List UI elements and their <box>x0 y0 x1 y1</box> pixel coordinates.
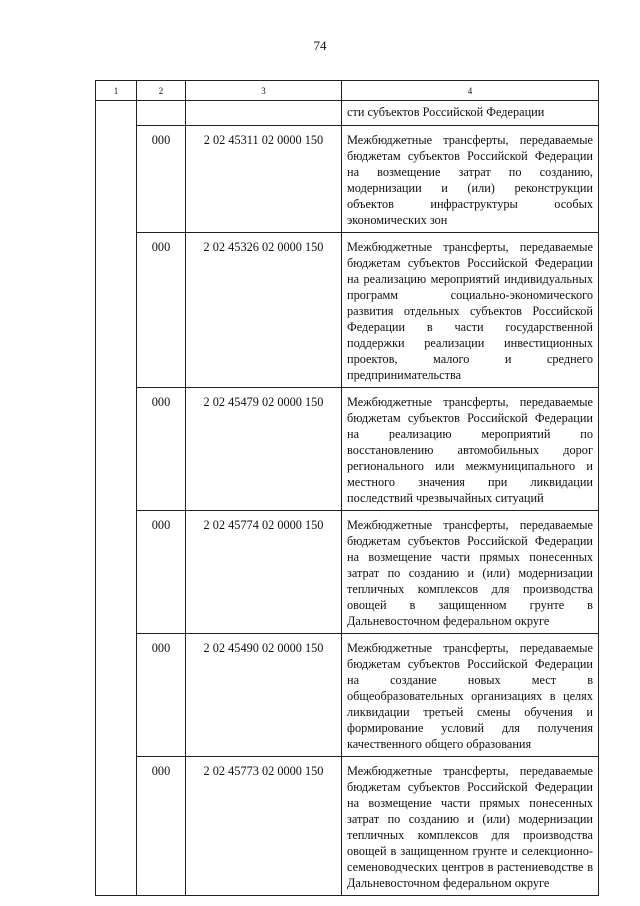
row-description: Межбюджетные трансферты, передаваемые бюджетам субъектов Российской Федерации на возмещение части прямых понесенных затрат по созданию и (или) модернизации тепличных комплексов для производства овощей в защищенном грунте в Дальневосточном федеральном округе <box>342 511 599 634</box>
row-description: Межбюджетные трансферты, передаваемые бюджетам субъектов Российской Федерации на возмещение части прямых понесенных затрат по созданию и (или) модернизации тепличных комплексов для производства овощей в защищенном грунте и селекционно-семеноводческих центров в растениеводстве в Дальневосточном федеральном округе <box>342 757 599 896</box>
admin-code: 000 <box>137 511 186 634</box>
continuation-row <box>96 101 599 126</box>
table-row <box>96 126 599 233</box>
page-number: 74 <box>313 38 327 53</box>
budget-code: 2 02 45326 02 0000 150 <box>186 233 342 388</box>
admin-code: 000 <box>137 634 186 757</box>
table-row <box>96 388 599 511</box>
column-header: 2 <box>137 81 186 101</box>
admin-code: 000 <box>137 233 186 388</box>
budget-code: 2 02 45311 02 0000 150 <box>186 126 342 233</box>
column-header: 1 <box>96 81 137 101</box>
budget-codes-table <box>95 80 599 896</box>
budget-code: 2 02 45490 02 0000 150 <box>186 634 342 757</box>
row-description: Межбюджетные трансферты, передаваемые бюджетам субъектов Российской Федерации на создание новых мест в общеобразовательных организациях в целях ликвидации третьей смены обучения и формирование условий для получения качественного общего образования <box>342 634 599 757</box>
budget-code: 2 02 45773 02 0000 150 <box>186 757 342 896</box>
continuation-text: сти субъектов Российской Федерации <box>342 101 599 126</box>
admin-code: 000 <box>137 388 186 511</box>
admin-code: 000 <box>137 126 186 233</box>
table-row <box>96 233 599 388</box>
table-row <box>96 511 599 634</box>
row-description: Межбюджетные трансферты, передаваемые бюджетам субъектов Российской Федерации на реализацию мероприятий по восстановлению автомобильных дорог регионального или межмуниципального и местного значения при ликвидации последствий чрезвычайных ситуаций <box>342 388 599 511</box>
budget-code: 2 02 45479 02 0000 150 <box>186 388 342 511</box>
column-header: 4 <box>342 81 599 101</box>
budget-code: 2 02 45774 02 0000 150 <box>186 511 342 634</box>
empty-cell <box>137 101 186 126</box>
group-cell <box>96 101 137 896</box>
row-description: Межбюджетные трансферты, передаваемые бюджетам субъектов Российской Федерации на реализацию мероприятий индивидуальных программ социально-экономического развития отдельных субъектов Российской Федерации в части государственной поддержки реализации инвестиционных проектов, малого и среднего предпринимательства <box>342 233 599 388</box>
row-description: Межбюджетные трансферты, передаваемые бюджетам субъектов Российской Федерации на возмещение затрат по созданию, модернизации и (или) реконструкции объектов инфраструктуры особых экономических зон <box>342 126 599 233</box>
table-row <box>96 634 599 757</box>
empty-cell <box>186 101 342 126</box>
admin-code: 000 <box>137 757 186 896</box>
table-row <box>96 757 599 896</box>
column-header: 3 <box>186 81 342 101</box>
table-header-row <box>96 81 599 101</box>
